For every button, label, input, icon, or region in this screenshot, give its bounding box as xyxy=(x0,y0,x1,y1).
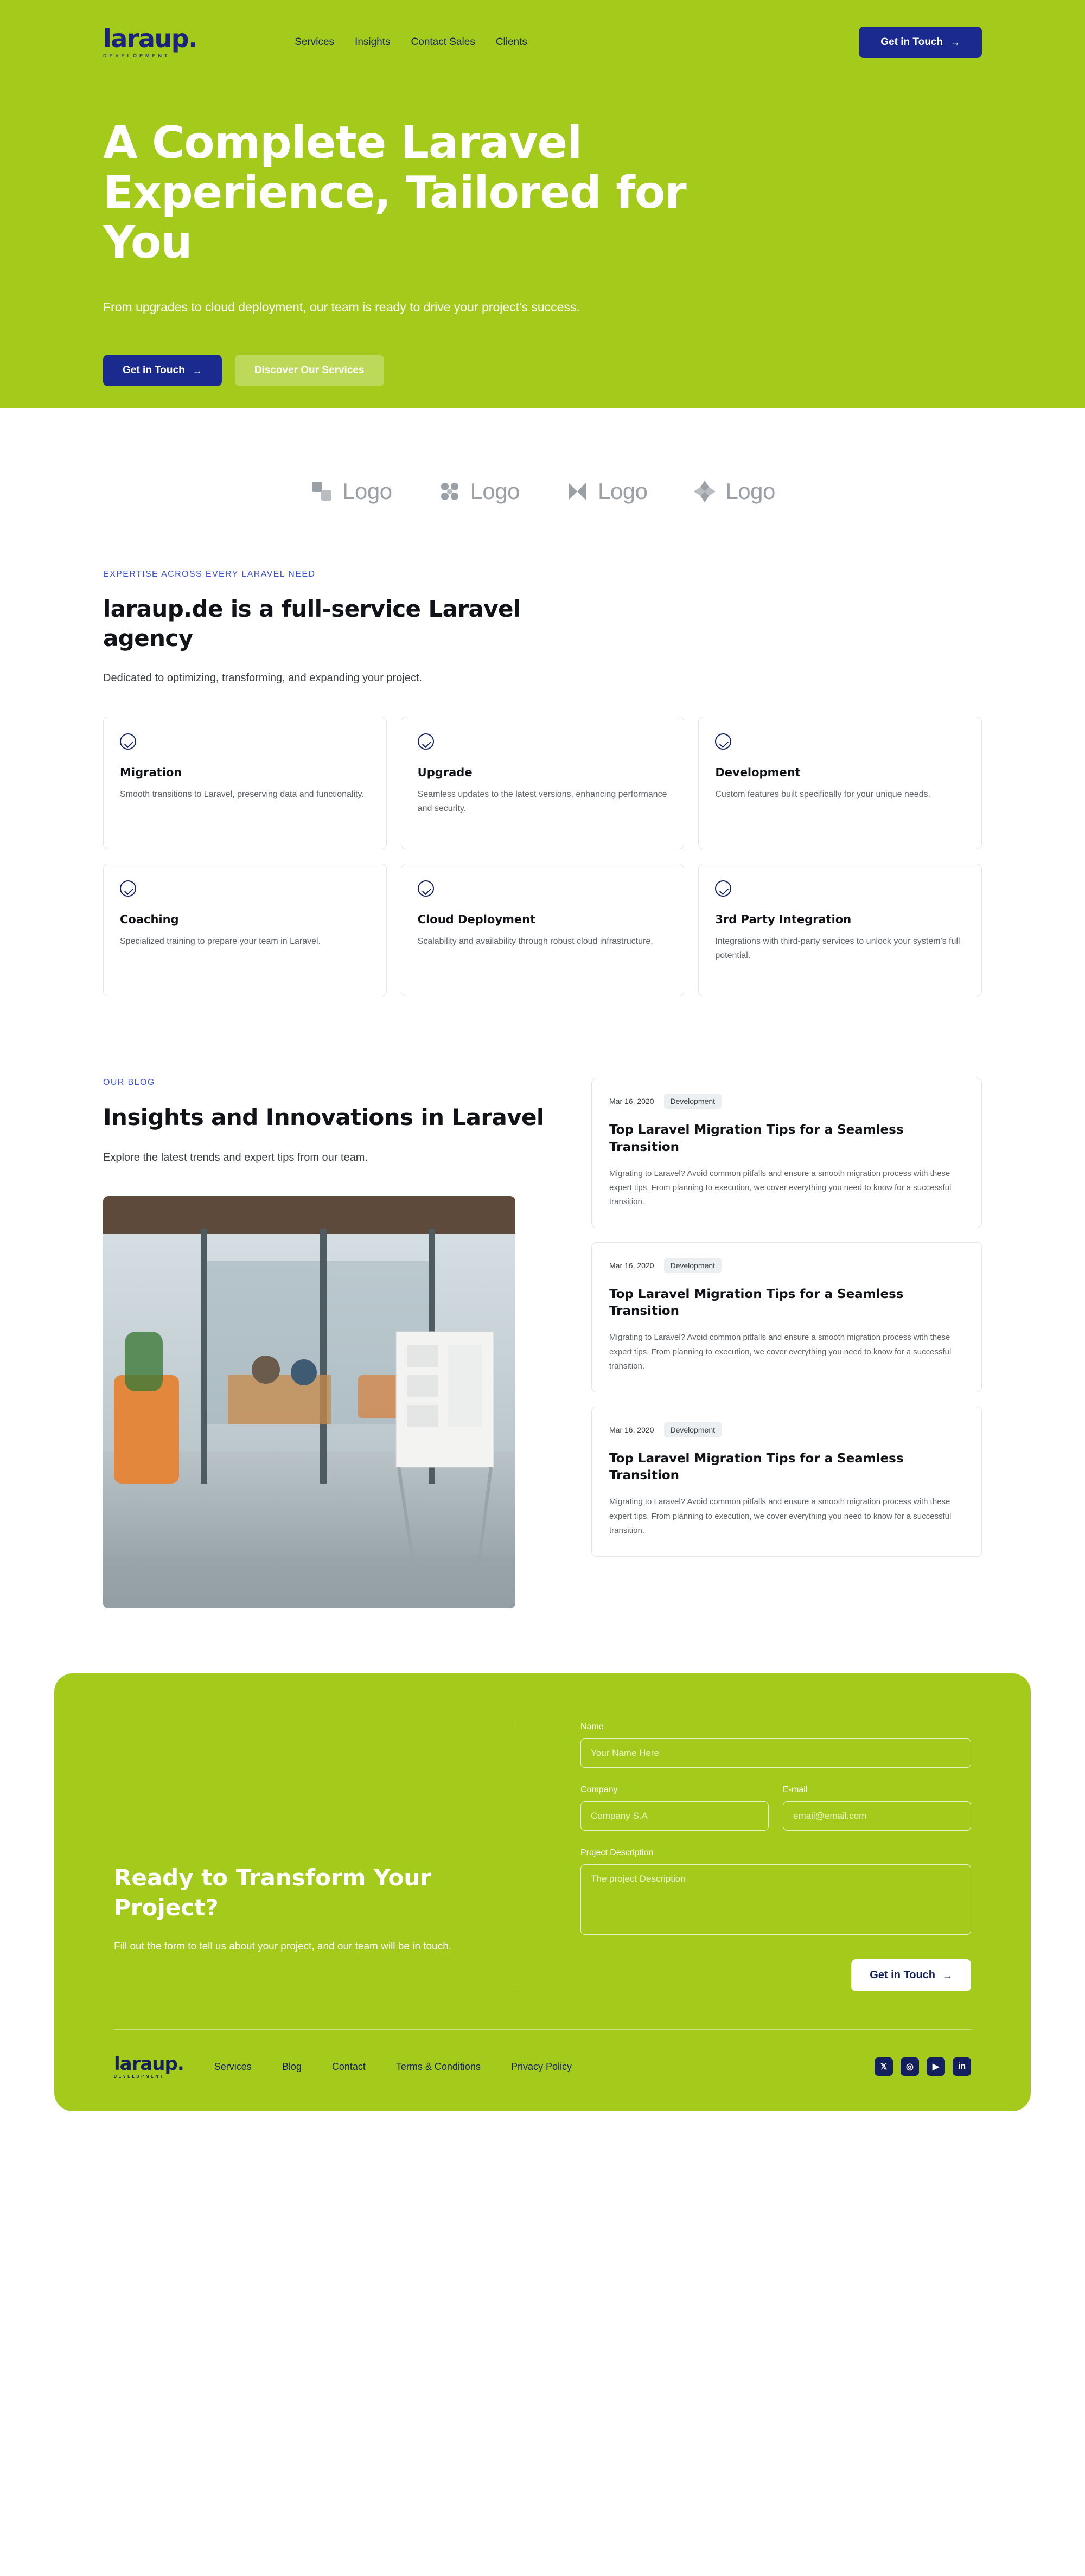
client-logo-label: Logo xyxy=(725,478,775,504)
check-circle-icon xyxy=(120,733,136,750)
client-logo-1 xyxy=(310,478,392,504)
service-card[interactable] xyxy=(698,864,982,996)
footer-logo-tagline: DEVELOPMENT xyxy=(114,2075,164,2079)
blog-post-date: Mar 16, 2020 xyxy=(609,1261,654,1270)
description-field xyxy=(580,1848,971,1938)
company-input[interactable] xyxy=(580,1801,769,1831)
cta-submit-label: Get in Touch xyxy=(870,1969,935,1981)
blog-post-tag: Development xyxy=(664,1094,722,1109)
cta-section xyxy=(0,1608,1085,2144)
service-card-title: 3rd Party Integration xyxy=(715,913,852,926)
footer xyxy=(114,2029,971,2079)
nav-link-insights[interactable]: Insights xyxy=(355,36,391,48)
hero-get-in-touch-button[interactable] xyxy=(103,355,222,386)
blocks-logo-icon xyxy=(310,480,334,503)
cta-panel xyxy=(54,1673,1031,2111)
arrow-right-icon: → xyxy=(950,37,960,48)
services-card-grid xyxy=(103,717,982,996)
hero-get-in-touch-label: Get in Touch xyxy=(123,364,185,376)
service-card-title: Upgrade xyxy=(417,766,473,779)
linkedin-icon[interactable]: in xyxy=(953,2057,971,2076)
cta-row xyxy=(114,1722,971,1991)
blog-post-meta xyxy=(609,1094,964,1109)
blog-post-card[interactable] xyxy=(591,1407,982,1557)
hero-subtitle: From upgrades to cloud deployment, our team is ready to drive your project's success. xyxy=(103,300,580,315)
services-subtitle: Dedicated to optimizing, transforming, and expanding your project. xyxy=(103,672,423,685)
services-eyebrow: EXPERTISE ACROSS EVERY LARAVEL NEED xyxy=(103,569,316,579)
blog-eyebrow: OUR BLOG xyxy=(103,1078,155,1088)
blog-post-meta xyxy=(609,1422,964,1437)
diamond-logo-icon xyxy=(693,480,717,503)
client-logo-2 xyxy=(438,478,520,504)
services-title: laraup.de is a full-service Laravel agency xyxy=(103,595,521,651)
check-circle-icon xyxy=(418,733,434,750)
clover-logo-icon xyxy=(438,480,462,503)
service-card-text: Scalability and availability through robust cloud infrastructure. xyxy=(417,937,653,947)
company-field xyxy=(580,1785,769,1831)
cta-title: Ready to Transform Your Project? xyxy=(114,1864,432,1921)
service-card-text: Smooth transitions to Laravel, preserving data and functionality. xyxy=(120,790,364,800)
arrow-right-icon: → xyxy=(943,1970,953,1981)
social-links xyxy=(875,2057,971,2076)
name-input[interactable] xyxy=(580,1738,971,1768)
youtube-icon[interactable]: ▶ xyxy=(927,2057,945,2076)
service-card-title: Cloud Deployment xyxy=(417,913,536,926)
email-input[interactable] xyxy=(783,1801,971,1831)
nav-link-contact-sales[interactable]: Contact Sales xyxy=(411,36,475,48)
x-twitter-icon[interactable]: 𝕏 xyxy=(875,2057,893,2076)
service-card-text: Seamless updates to the latest versions, enhancing performance and security. xyxy=(417,790,667,814)
check-circle-icon xyxy=(418,880,434,897)
blog-title: Insights and Innovations in Laravel xyxy=(103,1104,544,1131)
nav-link-services[interactable]: Services xyxy=(295,36,335,48)
service-card-text: Specialized training to prepare your team in Laravel. xyxy=(120,937,321,947)
service-card[interactable] xyxy=(401,717,685,849)
nav-links xyxy=(295,36,527,48)
footer-link-blog[interactable]: Blog xyxy=(282,2061,302,2072)
brand-logo-tagline: DEVELOPMENT xyxy=(103,53,170,59)
footer-link-services[interactable]: Services xyxy=(214,2061,252,2072)
blog-post-title: Top Laravel Migration Tips for a Seamless Transition xyxy=(609,1287,904,1319)
footer-logo[interactable] xyxy=(114,2055,184,2079)
service-card[interactable] xyxy=(103,864,387,996)
contact-form xyxy=(548,1722,971,1991)
cta-submit-button[interactable] xyxy=(851,1959,971,1991)
header-get-in-touch-label: Get in Touch xyxy=(880,36,943,48)
client-logo-label: Logo xyxy=(470,478,520,504)
company-field-label: Company xyxy=(580,1785,618,1795)
service-card-title: Coaching xyxy=(120,913,179,926)
blog-subtitle: Explore the latest trends and expert tips from our team. xyxy=(103,1152,368,1164)
name-field-label: Name xyxy=(580,1722,604,1732)
client-logo-label: Logo xyxy=(598,478,648,504)
nav-link-clients[interactable]: Clients xyxy=(495,36,527,48)
blog-post-meta xyxy=(609,1258,964,1273)
blog-post-excerpt: Migrating to Laravel? Avoid common pitfalls and ensure a smooth migration process with these expert tips. From planning to execution, we cover everything you need to know for a successful transition. xyxy=(609,1497,952,1535)
description-field-label: Project Description xyxy=(580,1848,654,1858)
client-logo-label: Logo xyxy=(342,478,392,504)
blog-office-image xyxy=(103,1196,515,1608)
cta-copy xyxy=(114,1722,515,1991)
email-field xyxy=(783,1785,971,1831)
email-field-label: E-mail xyxy=(783,1785,808,1795)
cta-text: Fill out the form to tell us about your project, and our team will be in touch. xyxy=(114,1941,452,1953)
blog-post-tag: Development xyxy=(664,1422,722,1437)
service-card[interactable] xyxy=(698,717,982,849)
blog-post-card[interactable] xyxy=(591,1242,982,1392)
footer-link-terms[interactable]: Terms & Conditions xyxy=(395,2061,481,2072)
service-card-text: Custom features built specifically for your unique needs. xyxy=(715,790,930,800)
footer-link-contact[interactable]: Contact xyxy=(331,2061,366,2072)
service-card-title: Development xyxy=(715,766,801,779)
service-card-title: Migration xyxy=(120,766,182,779)
client-logo-3 xyxy=(565,478,647,504)
service-card[interactable] xyxy=(103,717,387,849)
blog-post-title: Top Laravel Migration Tips for a Seamless Transition xyxy=(609,1123,904,1154)
footer-logo-text: laraup. xyxy=(114,2053,184,2075)
brand-logo[interactable] xyxy=(103,26,197,59)
blog-post-card[interactable] xyxy=(591,1078,982,1228)
hero-buttons xyxy=(103,355,982,386)
client-logo-4 xyxy=(693,478,775,504)
service-card-text: Integrations with third-party services to unlock your system's full potential. xyxy=(715,937,960,961)
blog-post-tag: Development xyxy=(664,1258,722,1273)
blog-post-excerpt: Migrating to Laravel? Avoid common pitfalls and ensure a smooth migration process with these expert tips. From planning to execution, we cover everything you need to know for a successful transition. xyxy=(609,1168,952,1207)
hero-discover-services-button[interactable]: Discover Our Services xyxy=(235,355,384,386)
header-get-in-touch-button[interactable] xyxy=(859,27,982,58)
check-circle-icon xyxy=(715,880,731,897)
check-circle-icon xyxy=(120,880,136,897)
top-navigation xyxy=(0,0,1085,59)
blog-post-list xyxy=(591,1078,982,1608)
check-circle-icon xyxy=(715,733,731,750)
company-email-row xyxy=(580,1785,971,1831)
hero-title: A Complete Laravel Experience, Tailored for You xyxy=(103,117,686,269)
description-textarea[interactable] xyxy=(580,1864,971,1935)
blog-intro xyxy=(103,1078,559,1608)
footer-link-privacy[interactable]: Privacy Policy xyxy=(510,2061,572,2072)
services-section xyxy=(0,570,1085,997)
blog-post-title: Top Laravel Migration Tips for a Seamless Transition xyxy=(609,1452,904,1483)
brand-logo-text: laraup. xyxy=(103,24,197,53)
butterfly-logo-icon xyxy=(565,480,589,503)
blog-section xyxy=(0,1078,1085,1608)
client-logos-strip xyxy=(0,408,1085,570)
hero-content xyxy=(0,59,1085,386)
blog-post-excerpt: Migrating to Laravel? Avoid common pitfalls and ensure a smooth migration process with these expert tips. From planning to execution, we cover everything you need to know for a successful transition. xyxy=(609,1333,952,1371)
hero-section xyxy=(0,0,1085,408)
blog-post-date: Mar 16, 2020 xyxy=(609,1097,654,1106)
arrow-right-icon: → xyxy=(192,365,202,376)
blog-post-date: Mar 16, 2020 xyxy=(609,1426,654,1435)
service-card[interactable] xyxy=(401,864,685,996)
instagram-icon[interactable]: ◎ xyxy=(901,2057,919,2076)
